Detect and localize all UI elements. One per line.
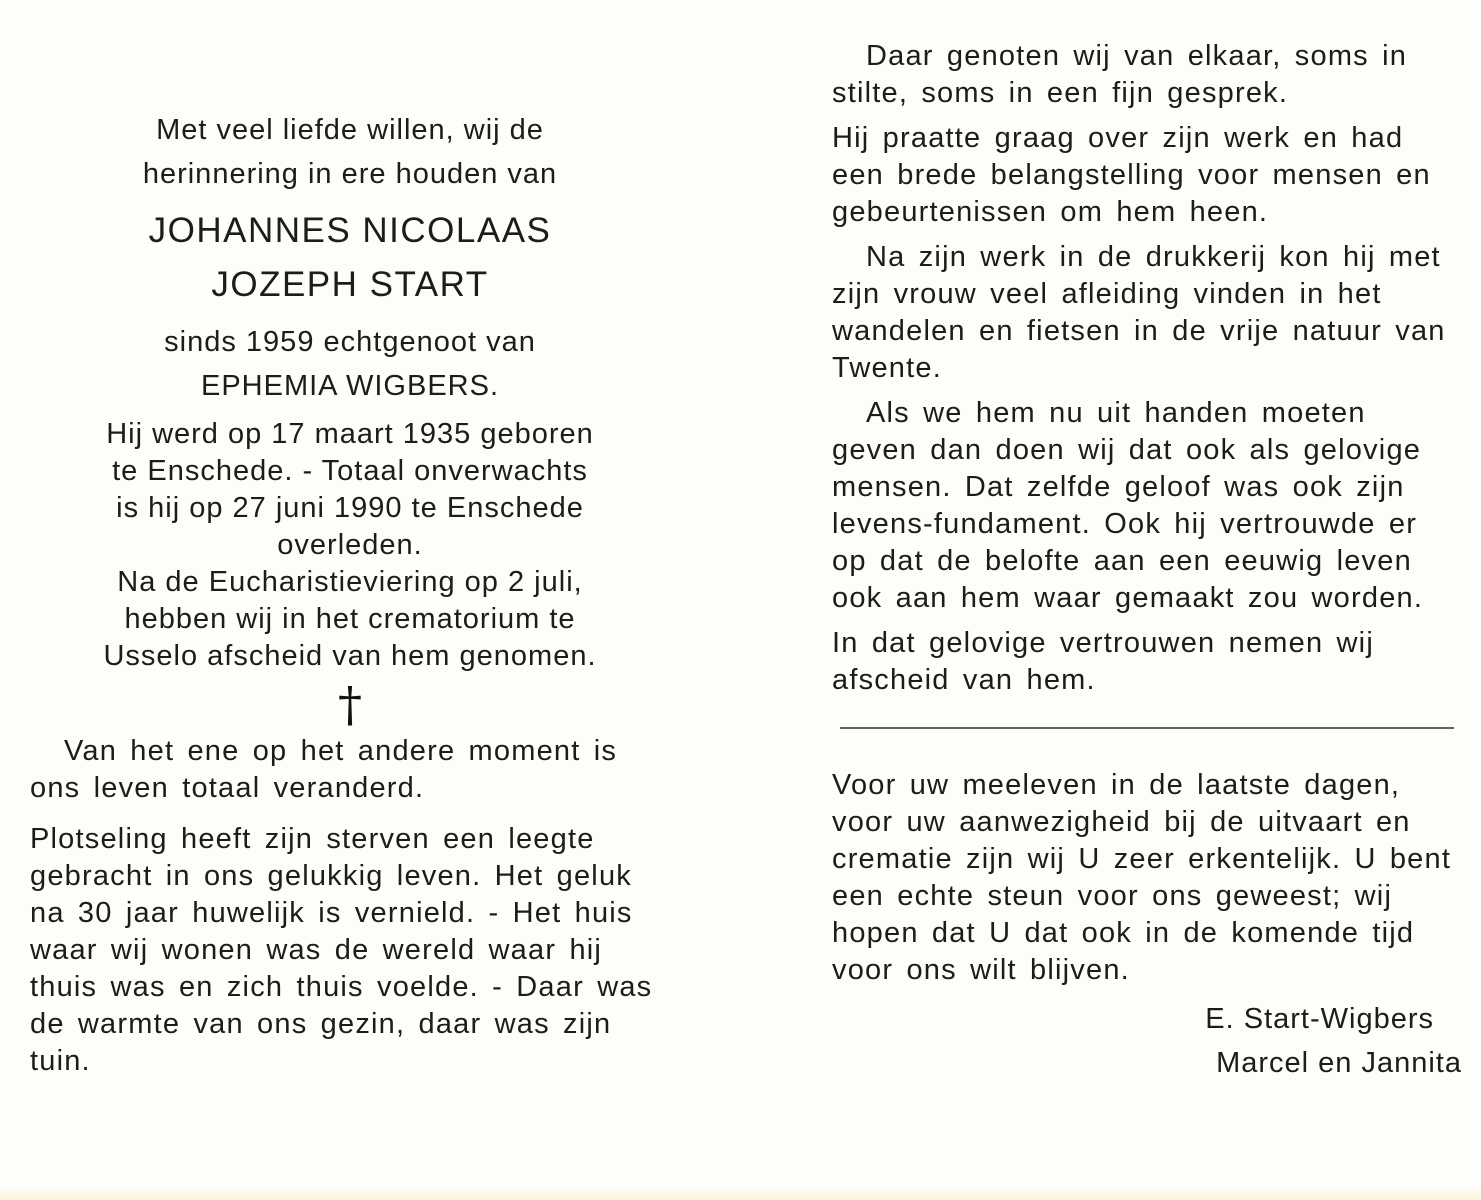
ceremony-line-3: Usselo afscheid van hem genomen. — [103, 640, 597, 672]
paragraph-leisure: Na zijn werk in de drukkerij kon hij met zijn vrouw veel afleiding vinden in het wandelen en fietsen in de vrije natuur van Twente. — [832, 241, 1446, 384]
paragraph-faith: Als we hem nu uit handen moeten geven dan doen wij dat ook als gelovige mensen. Dat zelfde geloof was ook zijn levens-fundament. Ook hij vertrouwde er op dat de belofte aan een eeuwig leven ook aan hem waar gemaakt zou worden. — [832, 397, 1424, 614]
left-column — [30, 108, 670, 1080]
ceremony-line-1: Na de Eucharistieviering op 2 juli, — [117, 566, 583, 598]
birth-line-4: overleden. — [277, 529, 423, 561]
deceased-name-line-1: JOHANNES NICOLAAS — [148, 211, 552, 250]
birth-line-1: Hij werd op 17 maart 1935 geboren — [106, 418, 594, 450]
paragraph-work: Hij praatte graag over zijn werk en had een brede belangstelling voor mensen en gebeurtenissen om hem heen. — [832, 122, 1431, 228]
ceremony-line-2: hebben wij in het crematorium te — [124, 603, 576, 635]
birth-line-3: is hij op 27 juni 1990 te Enschede — [116, 492, 584, 524]
intro-line-1: Met veel liefde willen, wij de — [156, 114, 544, 146]
signature-line-2: Marcel en Jannita — [1216, 1047, 1462, 1079]
moment-paragraph: Van het ene op het andere moment is ons leven totaal veranderd. — [30, 735, 618, 804]
right-column — [832, 38, 1462, 1085]
intro-line-2: herinnering in ere houden van — [142, 158, 558, 190]
signature-line-1: E. Start-Wigbers — [1205, 1003, 1434, 1035]
paper-edge — [0, 1186, 1481, 1200]
divider — [840, 727, 1454, 729]
thanks-paragraph: Voor uw meeleven in de laatste dagen, voor uw aanwezigheid bij de uitvaart en crematie zijn wij U zeer erkentelijk. U bent een echte steun voor ons geweest; wij hopen dat U dat ook in de komende tijd voor ons wilt blijven. — [832, 769, 1452, 986]
birth-line-2: te Enschede. - Totaal onverwachts — [112, 455, 588, 487]
spouse-name: EPHEMIA WIGBERS. — [201, 370, 499, 402]
loss-paragraph: Plotseling heeft zijn sterven een leegte gebracht in ons gelukkig leven. Het geluk na 30 jaar huwelijk is vernield. - Het huis waar wij wonen was de wereld waar hij thuis was en zich thuis voelde. - Daar was de warmte van ons gezin, daar was zijn tuin. — [30, 823, 653, 1077]
spouse-line-1: sinds 1959 echtgenoot van — [164, 326, 536, 358]
paragraph-farewell: In dat gelovige vertrouwen nemen wij afscheid van hem. — [832, 627, 1374, 696]
cross-icon: † — [338, 677, 362, 733]
deceased-name-line-2: JOZEPH START — [211, 265, 489, 304]
paragraph-together: Daar genoten wij van elkaar, soms in stilte, soms in een fijn gesprek. — [832, 40, 1408, 109]
